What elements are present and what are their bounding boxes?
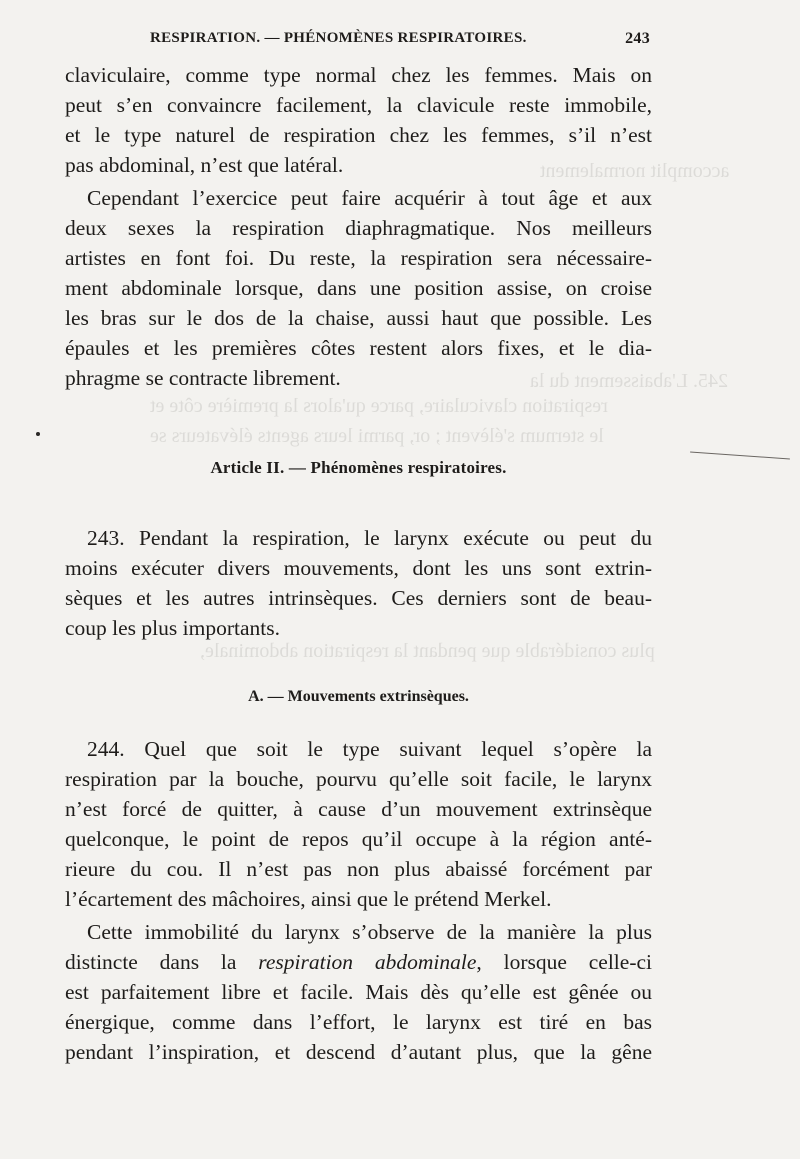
text-line: pendant l’inspiration, et descend d’autant plus, que la gêne bbox=[65, 1040, 652, 1064]
text-line: phragme se contracte librement. bbox=[65, 366, 341, 390]
page-number: 243 bbox=[625, 30, 650, 47]
text-line-with-emphasis bbox=[65, 947, 652, 977]
text-line: énergique, comme dans l’effort, le larynx est tiré en bas bbox=[65, 1010, 652, 1034]
emphasized-term: respiration abdominale bbox=[258, 950, 477, 974]
text-line: l’écartement des mâchoires, ainsi que le prétend Merkel. bbox=[65, 887, 552, 911]
margin-line-mark bbox=[690, 452, 790, 460]
text-line: est parfaitement libre et facile. Mais dès qu’elle est gênée ou bbox=[65, 980, 652, 1004]
text-line: 244. Quel que soit le type suivant lequel s’opère la bbox=[87, 737, 652, 761]
paragraph-243 bbox=[65, 523, 652, 643]
paragraph-immobilite bbox=[65, 917, 652, 1067]
text-segment: distincte dans la bbox=[65, 950, 259, 974]
text-line: respiration par la bouche, pourvu qu’elle soit facile, le larynx bbox=[65, 767, 652, 791]
text-line: ment abdominale lorsque, dans une position assise, on croise bbox=[65, 276, 652, 300]
paragraph-244 bbox=[65, 734, 652, 914]
show-through-text: 245. L'abaissement du la bbox=[530, 370, 728, 392]
text-line: claviculaire, comme type normal chez les femmes. Mais on bbox=[65, 63, 652, 87]
section-subheading: A. — Mouvements extrinsèques. bbox=[248, 688, 469, 705]
text-segment: , lorsque celle-ci bbox=[476, 950, 652, 974]
text-line: Cette immobilité du larynx s’observe de la manière la plus bbox=[87, 920, 652, 944]
paragraph-continued bbox=[65, 60, 652, 180]
text-line: peut s’en convaincre facilement, la clavicule reste immobile, bbox=[65, 93, 652, 117]
show-through-text: respiration claviculaire, parce qu'alors la première côte et bbox=[150, 395, 608, 417]
text-line: les bras sur le dos de la chaise, aussi haut que possible. Les bbox=[65, 306, 652, 330]
text-line: pas abdominal, n’est que latéral. bbox=[65, 153, 344, 177]
text-line: n’est forcé de quitter, à cause d’un mouvement extrinsèque bbox=[65, 797, 652, 821]
text-line: artistes en font foi. Du reste, la respiration sera nécessaire- bbox=[65, 246, 652, 270]
paragraph-cependant bbox=[65, 183, 652, 393]
text-line: quelconque, le point de repos qu’il occupe à la région anté- bbox=[65, 827, 652, 851]
article-heading: Article II. — Phénomènes respiratoires. bbox=[210, 458, 507, 477]
running-head-title: RESPIRATION. — PHÉNOMÈNES RESPIRATOIRES. bbox=[150, 30, 527, 46]
text-line: moins exécuter divers mouvements, dont les uns sont extrin- bbox=[65, 556, 652, 580]
text-line: Cependant l’exercice peut faire acquérir à tout âge et aux bbox=[87, 186, 652, 210]
text-line: sèques et les autres intrinsèques. Ces derniers sont de beau- bbox=[65, 586, 652, 610]
show-through-text: accomplit normalement bbox=[540, 160, 730, 182]
ink-speck bbox=[36, 432, 40, 436]
text-line: coup les plus importants. bbox=[65, 616, 280, 640]
show-through-text: le sternum s'élèvent ; or, parmi leurs agents élévateurs se bbox=[150, 425, 604, 447]
text-line: et le type naturel de respiration chez les femmes, s’il n’est bbox=[65, 123, 652, 147]
running-head bbox=[150, 30, 650, 48]
show-through-text: plus considérable que pendant la respiration abdominale, bbox=[200, 640, 655, 662]
text-line: deux sexes la respiration diaphragmatique. Nos meilleurs bbox=[65, 216, 652, 240]
text-line: 243. Pendant la respiration, le larynx exécute ou peut du bbox=[87, 526, 652, 550]
text-line: rieure du cou. Il n’est pas non plus abaissé forcément par bbox=[65, 857, 652, 881]
text-line: épaules et les premières côtes restent alors fixes, et le dia- bbox=[65, 336, 652, 360]
